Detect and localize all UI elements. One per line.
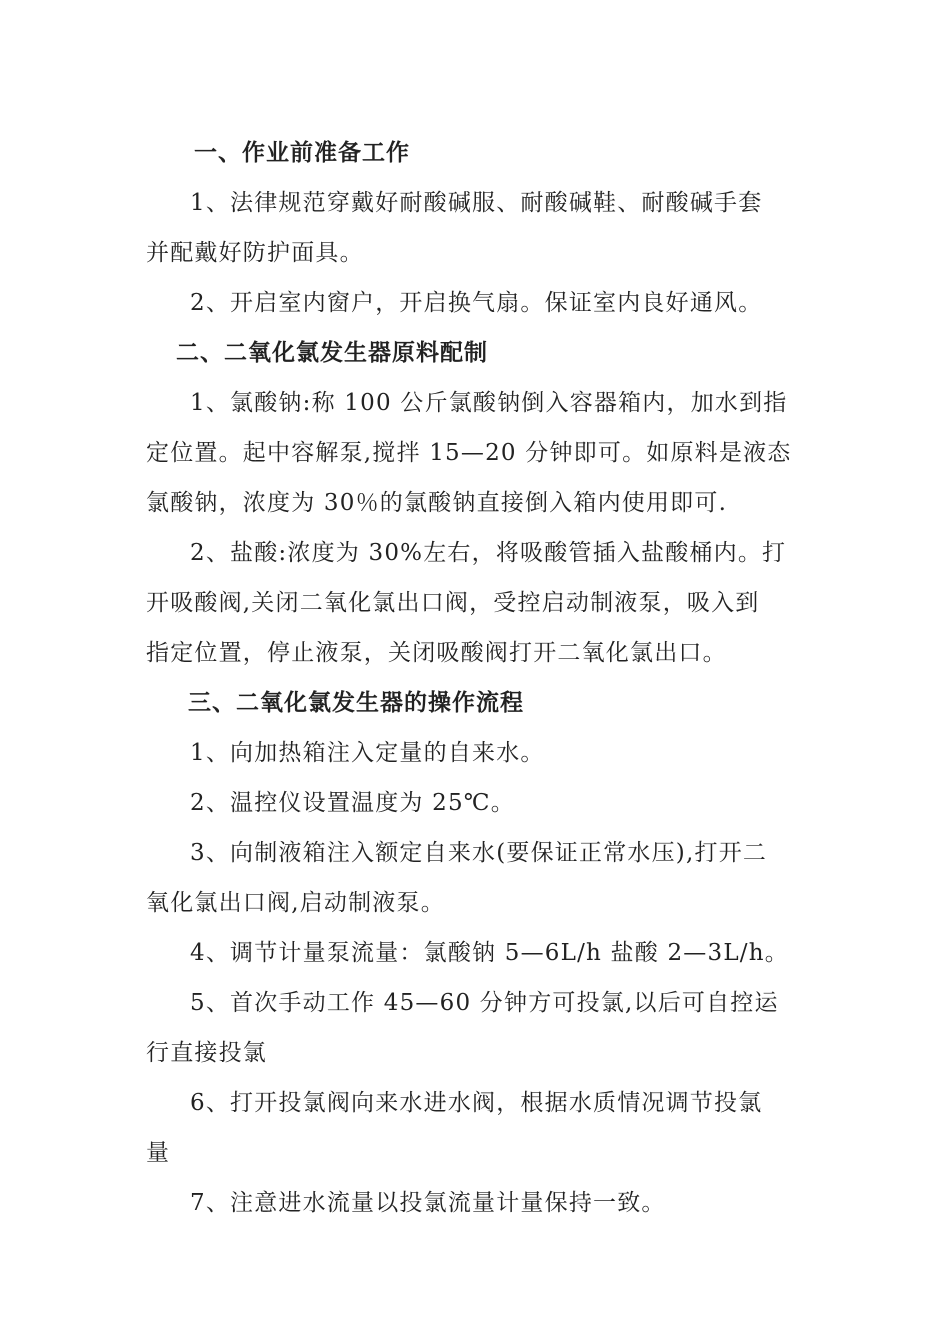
section-3-item-5-line-2: 行直接投氯 <box>146 1040 267 1066</box>
section-3-item-2-line-1: 2、温控仪设置温度为 25℃。 <box>190 790 515 816</box>
section-3-item-3-line-1: 3、向制液箱注入额定自来水(要保证正常水压),打开二 <box>190 840 768 866</box>
section-2-item-1-line-2: 定位置。起中容解泵,搅拌 15—20 分钟即可。如原料是液态 <box>146 440 792 466</box>
section-2-item-2-line-1: 2、盐酸:浓度为 30%左右，将吸酸管插入盐酸桶内。打 <box>190 540 787 566</box>
section-3-item-6-line-2: 量 <box>146 1140 171 1166</box>
document-body <box>146 128 806 1228</box>
section-2-heading: 二、二氧化氯发生器原料配制 <box>176 340 488 366</box>
section-3-item-5-line-1: 5、首次手动工作 45—60 分钟方可投氯,以后可自控运 <box>190 990 779 1016</box>
section-3-item-7-line-1: 7、注意进水流量以投氯流量计量保持一致。 <box>190 1190 666 1216</box>
section-2-item-1-line-3: 氯酸钠，浓度为 30％的氯酸钠直接倒入箱内使用即可. <box>146 490 728 516</box>
section-2-item-2-line-2: 开吸酸阀,关闭二氧化氯出口阀，受控启动制液泵，吸入到 <box>146 590 760 616</box>
section-1-heading: 一、作业前准备工作 <box>194 140 410 166</box>
section-1-item-1-line-1: 1、法律规范穿戴好耐酸碱服、耐酸碱鞋、耐酸碱手套 <box>190 190 763 216</box>
section-3-item-1-line-1: 1、向加热箱注入定量的自来水。 <box>190 740 545 766</box>
section-3-item-6-line-1: 6、打开投氯阀向来水进水阀，根据水质情况调节投氯 <box>190 1090 763 1116</box>
section-1-item-2-line-1: 2、开启室内窗户，开启换气扇。保证室内良好通风。 <box>190 290 763 316</box>
section-2-item-2-line-3: 指定位置，停止液泵，关闭吸酸阀打开二氧化氯出口。 <box>146 640 727 666</box>
section-3-item-4-line-1: 4、调节计量泵流量：氯酸钠 5—6L/h 盐酸 2—3L/h。 <box>190 940 789 966</box>
section-3-heading: 三、二氧化氯发生器的操作流程 <box>188 690 524 716</box>
section-2-item-1-line-1: 1、氯酸钠:称 100 公斤氯酸钠倒入容器箱内，加水到指 <box>190 390 788 416</box>
section-1-item-1-line-2: 并配戴好防护面具。 <box>146 240 364 266</box>
section-3-item-3-line-2: 氧化氯出口阀,启动制液泵。 <box>146 890 445 916</box>
